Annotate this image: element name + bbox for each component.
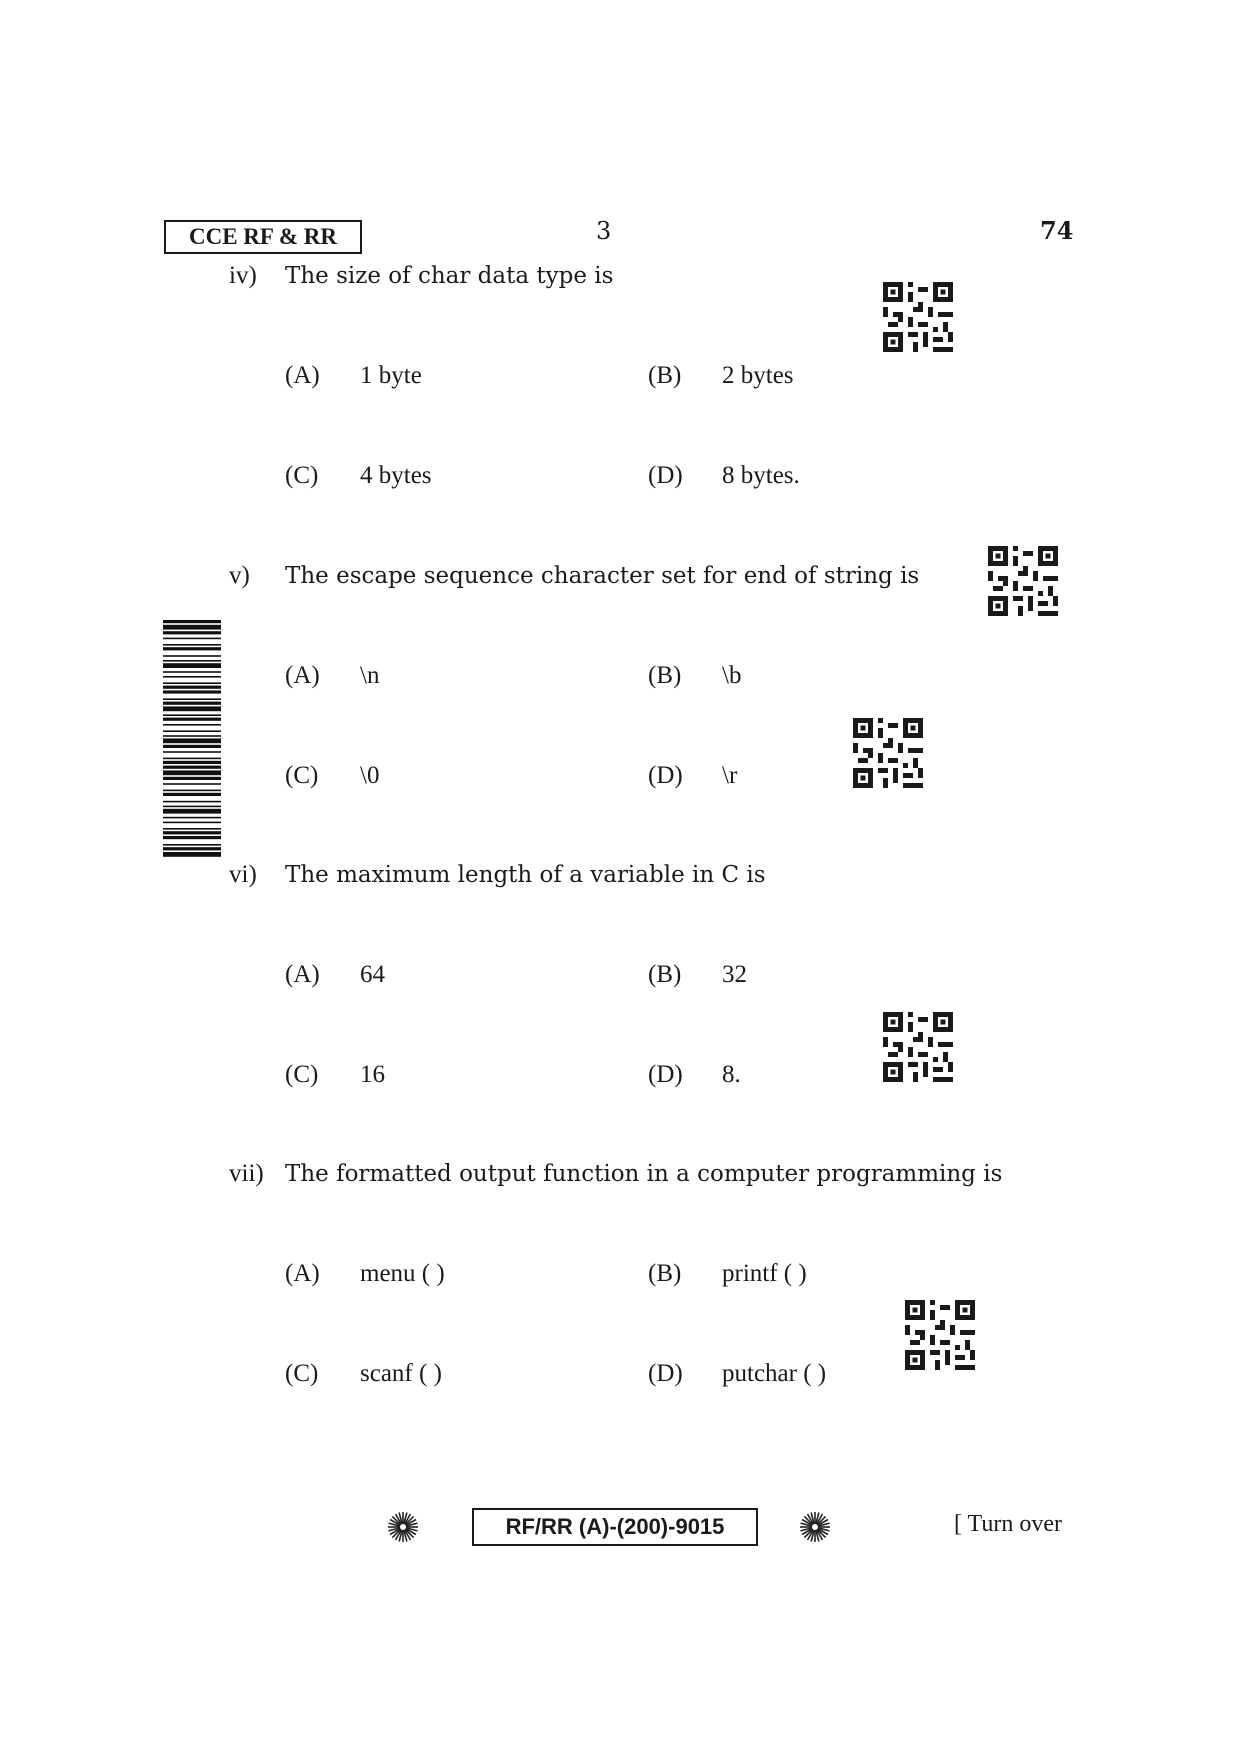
option-label: (A) — [285, 362, 320, 389]
option-text: \b — [722, 662, 742, 689]
option-label: (D) — [648, 1360, 683, 1387]
option-text: \r — [722, 762, 738, 789]
option-text: 16 — [360, 1061, 385, 1088]
option-text: \0 — [360, 762, 380, 789]
option-text: \n — [360, 662, 380, 689]
option-label: (C) — [285, 1061, 319, 1088]
option-text: menu ( ) — [360, 1260, 445, 1287]
option-label: (B) — [648, 1260, 682, 1287]
starburst-icon — [798, 1510, 832, 1544]
option-label: (D) — [648, 762, 683, 789]
footer-code-box: RF/RR (A)-(200)-9015 — [472, 1508, 758, 1546]
question-number: v) — [229, 562, 250, 589]
option-text: 8. — [722, 1061, 741, 1088]
option-label: (D) — [648, 1061, 683, 1088]
question-text: The maximum length of a variable in C is — [285, 862, 766, 888]
qr-code-icon — [905, 1300, 975, 1370]
question-text: The size of char data type is — [285, 263, 614, 289]
option-label: (A) — [285, 1260, 320, 1287]
option-label: (A) — [285, 662, 320, 689]
option-text: 8 bytes. — [722, 462, 800, 489]
option-label: (A) — [285, 961, 320, 988]
header-subject-box: CCE RF & RR — [164, 220, 362, 254]
option-label: (C) — [285, 762, 319, 789]
paper-code: 74 — [1040, 216, 1074, 245]
option-label: (C) — [285, 462, 319, 489]
qr-code-icon — [883, 282, 953, 352]
barcode-icon — [163, 620, 221, 860]
option-text: 1 byte — [360, 362, 422, 389]
question-number: vi) — [229, 861, 257, 888]
question-text: The escape sequence character set for end of string is — [285, 563, 920, 589]
turn-over-text: [ Turn over — [954, 1511, 1063, 1537]
option-label: (C) — [285, 1360, 319, 1387]
option-text: 64 — [360, 961, 385, 988]
question-number: vii) — [229, 1160, 264, 1187]
starburst-icon — [386, 1510, 420, 1544]
option-label: (B) — [648, 961, 682, 988]
option-label: (B) — [648, 362, 682, 389]
option-text: 4 bytes — [360, 462, 432, 489]
qr-code-icon — [883, 1012, 953, 1082]
qr-code-icon — [988, 546, 1058, 616]
qr-code-icon — [853, 718, 923, 788]
option-text: 2 bytes — [722, 362, 794, 389]
page-number: 3 — [596, 217, 612, 245]
question-text: The formatted output function in a computer programming is — [285, 1161, 1003, 1187]
option-text: printf ( ) — [722, 1260, 807, 1287]
option-text: scanf ( ) — [360, 1360, 442, 1387]
option-text: putchar ( ) — [722, 1360, 827, 1387]
option-label: (D) — [648, 462, 683, 489]
option-text: 32 — [722, 961, 747, 988]
option-label: (B) — [648, 662, 682, 689]
question-number: iv) — [229, 262, 257, 289]
